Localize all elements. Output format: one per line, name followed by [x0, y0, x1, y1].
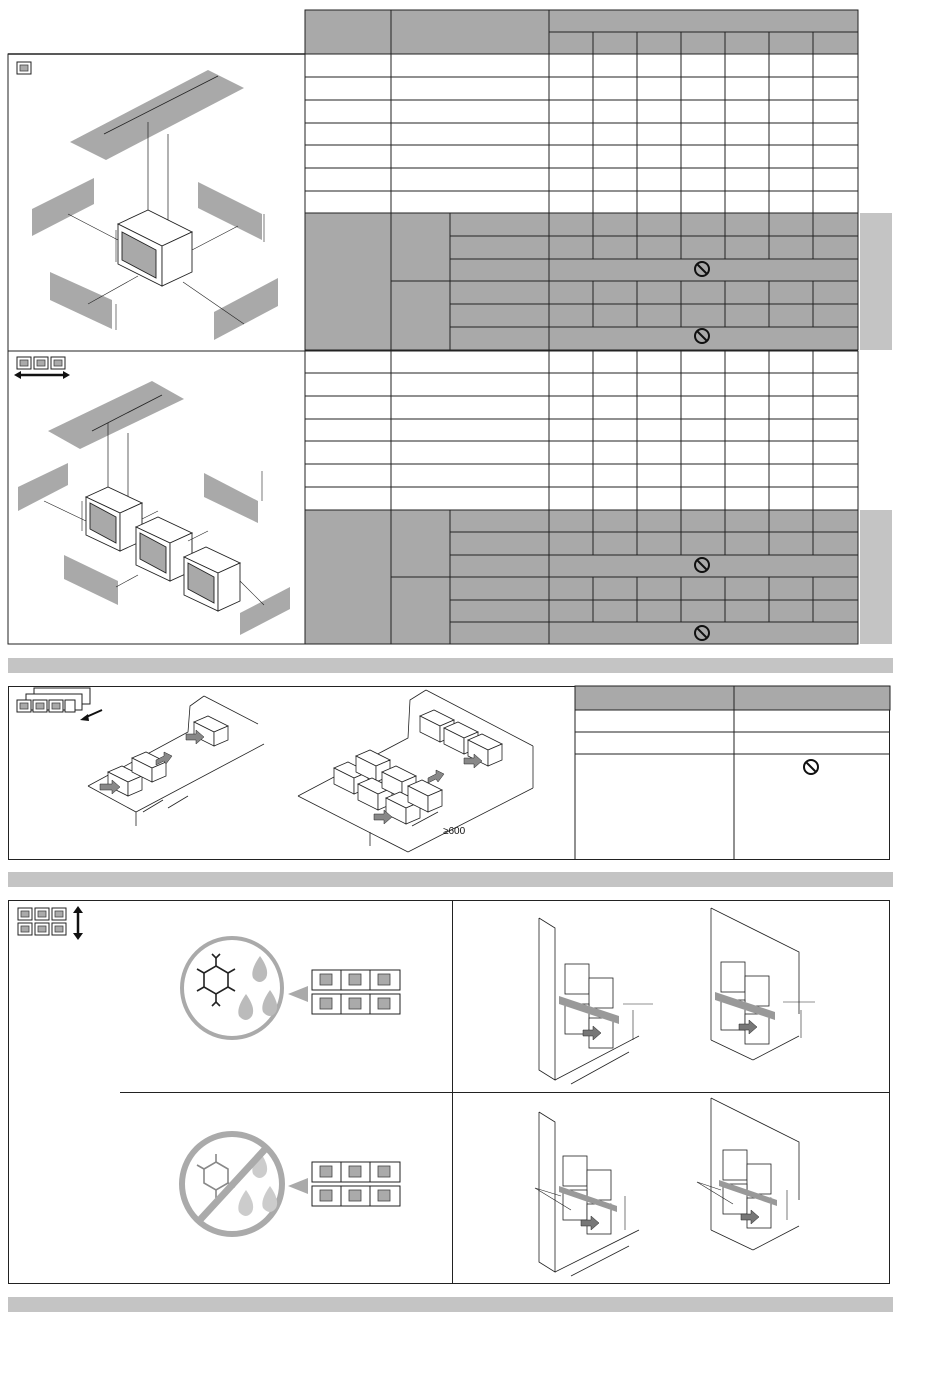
- grid-units-icon: [17, 688, 102, 721]
- multi-row-diagram: [8, 686, 568, 860]
- section-divider: [8, 872, 893, 887]
- multi-row-table: [575, 686, 895, 861]
- row-units-icon: [14, 357, 70, 379]
- prohibited-icon: [692, 326, 712, 346]
- dimension-label-600: ≥600: [443, 826, 466, 837]
- prohibited-icon: [692, 623, 712, 643]
- single-unit-icon: [17, 62, 31, 74]
- row-units-diagram: [8, 351, 305, 644]
- prohibited-icon: [801, 757, 821, 777]
- prohibited-icon: [692, 259, 712, 279]
- section-divider: [8, 658, 893, 673]
- prohibited-icon: [692, 555, 712, 575]
- snow-climate-diagram: [180, 932, 420, 1052]
- single-unit-diagram: [8, 54, 305, 351]
- stacked-units-icon: [16, 906, 96, 940]
- no-snow-climate-diagram: [180, 1128, 420, 1248]
- section-divider: [8, 1297, 893, 1312]
- stacked-wall-scenes: [453, 900, 890, 1284]
